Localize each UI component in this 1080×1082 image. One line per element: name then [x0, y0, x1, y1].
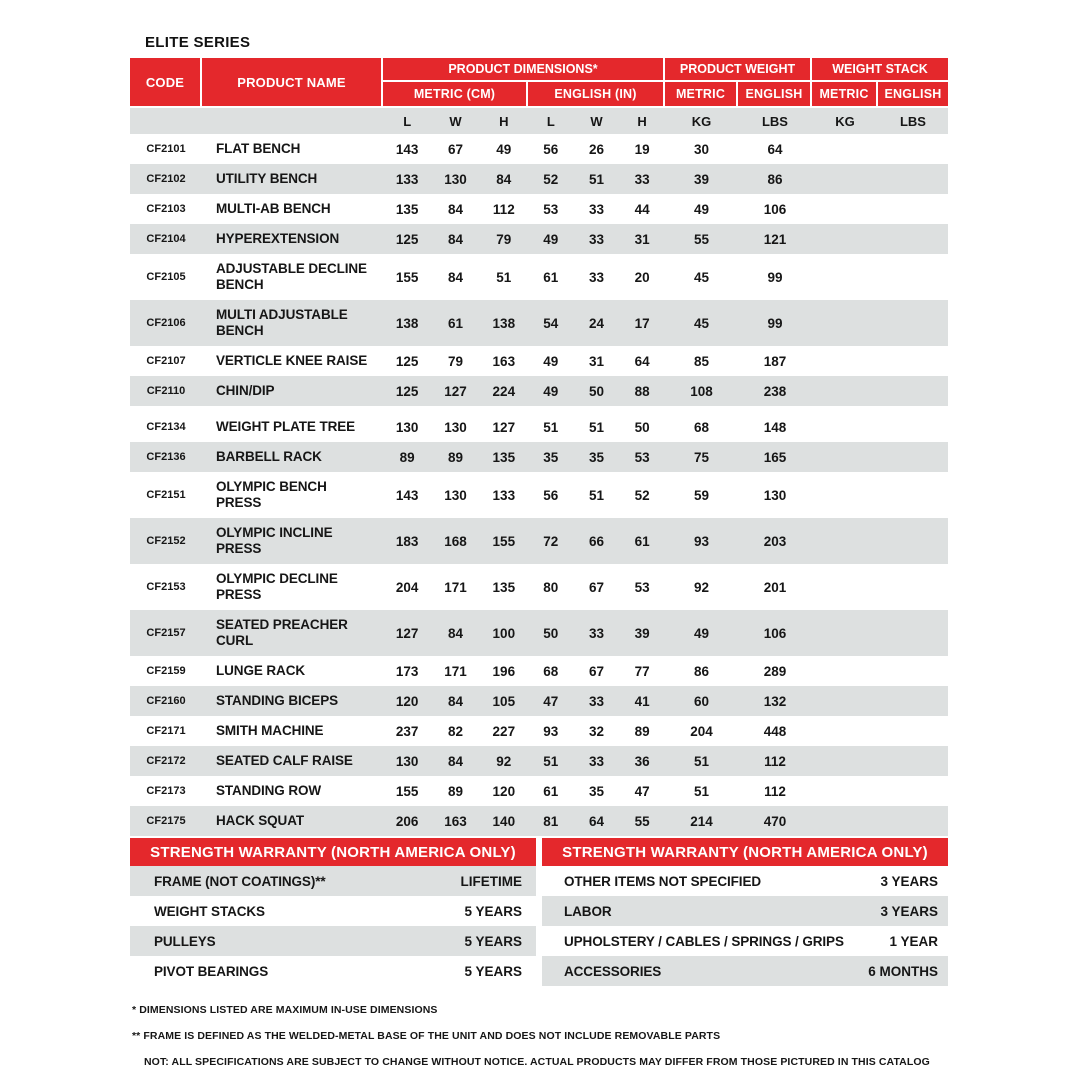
cell-value: 112 — [764, 783, 786, 799]
cell-value: 45 — [693, 269, 709, 285]
cell-value: 100 — [492, 625, 516, 641]
cell-value: 64 — [588, 813, 604, 829]
cell-value: 204 — [395, 579, 419, 595]
warranty-item-label: OTHER ITEMS NOT SPECIFIED — [564, 873, 762, 889]
cell-code: CF2110 — [146, 385, 186, 397]
cell-value: 155 — [395, 783, 419, 799]
cell-value: 33 — [588, 625, 604, 641]
cell-value: 81 — [543, 813, 559, 829]
warranty-item-label: LABOR — [564, 903, 612, 919]
cell-value: 171 — [444, 663, 467, 679]
cell-code: CF2171 — [146, 725, 186, 737]
warranty-item-value: 6 MONTHS — [868, 963, 938, 979]
cell-value: 61 — [543, 783, 559, 799]
cell-code: CF2103 — [146, 203, 186, 215]
cell-value: 143 — [395, 487, 419, 503]
cell-product-name: WEIGHT PLATE TREE — [216, 419, 356, 434]
cell-value: 88 — [634, 383, 650, 399]
cell-value: 52 — [543, 171, 559, 187]
table-row — [130, 518, 948, 564]
cell-code: CF2106 — [146, 317, 186, 329]
unit-label: KG — [835, 113, 855, 129]
cell-value: 238 — [763, 383, 787, 399]
col-header-english-in: ENGLISH (IN) — [528, 82, 663, 106]
cell-product-name: SMITH MACHINE — [216, 723, 324, 738]
cell-value: 51 — [588, 419, 604, 435]
cell-value: 30 — [693, 141, 709, 157]
unit-label: L — [403, 113, 412, 129]
warranty-item-value: LIFETIME — [460, 873, 522, 889]
cell-value: 49 — [543, 383, 559, 399]
cell-value: 72 — [543, 533, 559, 549]
cell-code: CF2153 — [146, 581, 186, 593]
cell-product-name: VERTICLE KNEE RAISE — [216, 353, 368, 368]
cell-value: 75 — [693, 449, 709, 465]
cell-value: 50 — [634, 419, 650, 435]
cell-value: 84 — [447, 231, 463, 247]
page-title: ELITE SERIES — [145, 34, 251, 51]
cell-value: 33 — [588, 269, 604, 285]
cell-product-name: ADJUSTABLE DECLINE BENCH — [216, 261, 367, 292]
cell-value: 132 — [763, 693, 787, 709]
cell-code: CF2102 — [146, 173, 186, 185]
cell-value: 163 — [444, 813, 467, 829]
col-header-product-name: PRODUCT NAME — [202, 58, 383, 106]
cell-value: 84 — [447, 269, 463, 285]
warranty-item-value: 1 YEAR — [889, 933, 938, 949]
cell-value: 93 — [543, 723, 559, 739]
cell-value: 112 — [764, 753, 786, 769]
cell-value: 41 — [634, 693, 650, 709]
cell-value: 49 — [543, 353, 559, 369]
cell-value: 45 — [693, 315, 709, 331]
cell-value: 51 — [496, 269, 512, 285]
cell-value: 49 — [543, 231, 559, 247]
cell-value: 24 — [588, 315, 604, 331]
cell-value: 138 — [395, 315, 419, 331]
warranty-item-label: PIVOT BEARINGS — [154, 963, 269, 979]
cell-code: CF2159 — [146, 665, 186, 677]
cell-code: CF2134 — [146, 421, 186, 433]
cell-value: 47 — [634, 783, 650, 799]
unit-label: H — [637, 113, 647, 129]
cell-product-name: FLAT BENCH — [216, 141, 301, 156]
cell-value: 49 — [693, 625, 709, 641]
cell-value: 143 — [395, 141, 419, 157]
col-group-product-weight — [665, 58, 812, 106]
cell-value: 61 — [634, 533, 650, 549]
cell-product-name: HACK SQUAT — [216, 813, 304, 828]
cell-code: CF2175 — [146, 815, 186, 827]
cell-value: 127 — [492, 419, 516, 435]
cell-value: 55 — [634, 813, 650, 829]
cell-value: 105 — [492, 693, 516, 709]
footnotes — [130, 1004, 948, 1068]
cell-value: 470 — [763, 813, 787, 829]
cell-value: 125 — [395, 383, 419, 399]
warranty-row — [130, 896, 536, 926]
table-row — [130, 134, 948, 164]
table-row — [130, 376, 948, 406]
table-row — [130, 300, 948, 346]
cell-value: 203 — [763, 533, 787, 549]
cell-value: 53 — [634, 579, 650, 595]
cell-code: CF2101 — [146, 143, 186, 155]
col-header-stack-metric: METRIC — [812, 82, 878, 106]
warranty-item-value: 3 YEARS — [880, 903, 938, 919]
cell-product-name: UTILITY BENCH — [216, 171, 318, 186]
warranty-row — [542, 866, 948, 896]
cell-value: 92 — [693, 579, 709, 595]
cell-value: 33 — [588, 693, 604, 709]
cell-value: 33 — [588, 201, 604, 217]
cell-value: 237 — [395, 723, 419, 739]
cell-value: 77 — [634, 663, 650, 679]
cell-value: 39 — [693, 171, 709, 187]
cell-value: 135 — [492, 579, 516, 595]
cell-value: 33 — [634, 171, 650, 187]
warranty-right-header: STRENGTH WARRANTY (NORTH AMERICA ONLY) — [542, 838, 948, 866]
warranty-item-value: 3 YEARS — [880, 873, 938, 889]
cell-value: 108 — [690, 383, 713, 399]
cell-value: 168 — [444, 533, 467, 549]
warranty-row — [130, 866, 536, 896]
cell-value: 47 — [543, 693, 559, 709]
cell-product-name: BARBELL RACK — [216, 449, 322, 464]
cell-value: 106 — [763, 201, 787, 217]
table-row — [130, 656, 948, 686]
cell-value: 51 — [543, 419, 559, 435]
cell-value: 67 — [588, 663, 604, 679]
col-header-weight-metric: METRIC — [665, 82, 738, 106]
cell-value: 51 — [693, 753, 709, 769]
cell-value: 206 — [395, 813, 419, 829]
table-row — [130, 224, 948, 254]
cell-value: 89 — [447, 783, 463, 799]
cell-value: 130 — [395, 419, 419, 435]
cell-value: 227 — [492, 723, 516, 739]
table-row — [130, 254, 948, 300]
cell-value: 183 — [395, 533, 419, 549]
warranty-item-label: FRAME (NOT COATINGS)** — [154, 873, 326, 889]
cell-value: 171 — [444, 579, 467, 595]
warranty-left-header: STRENGTH WARRANTY (NORTH AMERICA ONLY) — [130, 838, 536, 866]
warranty-item-value: 5 YEARS — [464, 963, 522, 979]
table-row — [130, 412, 948, 442]
cell-value: 224 — [492, 383, 516, 399]
cell-value: 138 — [492, 315, 516, 331]
warranty-left-panel — [130, 838, 536, 986]
cell-value: 130 — [763, 487, 787, 503]
cell-product-name: OLYMPIC BENCH PRESS — [216, 479, 327, 510]
cell-value: 36 — [634, 753, 650, 769]
cell-value: 54 — [543, 315, 559, 331]
cell-value: 35 — [543, 449, 559, 465]
warranty-item-value: 5 YEARS — [464, 903, 522, 919]
cell-value: 120 — [492, 783, 516, 799]
cell-product-name: STANDING ROW — [216, 783, 322, 798]
cell-value: 67 — [447, 141, 463, 157]
cell-value: 53 — [543, 201, 559, 217]
cell-product-name: SEATED PREACHER CURL — [216, 617, 348, 648]
col-header-weight-stack: WEIGHT STACK — [812, 58, 948, 82]
cell-value: 130 — [444, 419, 467, 435]
cell-value: 92 — [496, 753, 512, 769]
table-row — [130, 776, 948, 806]
cell-value: 20 — [634, 269, 650, 285]
warranty-item-label: WEIGHT STACKS — [154, 903, 265, 919]
cell-value: 39 — [634, 625, 650, 641]
table-row — [130, 564, 948, 610]
warranty-item-label: ACCESSORIES — [564, 963, 662, 979]
cell-value: 99 — [767, 269, 783, 285]
unit-label: LBS — [899, 113, 926, 129]
cell-value: 33 — [588, 753, 604, 769]
cell-value: 163 — [492, 353, 516, 369]
cell-value: 68 — [693, 419, 709, 435]
cell-value: 51 — [543, 753, 559, 769]
cell-value: 187 — [763, 353, 787, 369]
cell-value: 289 — [763, 663, 787, 679]
cell-value: 50 — [543, 625, 559, 641]
cell-value: 19 — [634, 141, 650, 157]
cell-value: 53 — [634, 449, 650, 465]
cell-code: CF2151 — [146, 489, 186, 501]
cell-value: 133 — [395, 171, 419, 187]
cell-value: 44 — [634, 201, 650, 217]
cell-value: 204 — [690, 723, 713, 739]
unit-label: L — [546, 113, 555, 129]
cell-value: 214 — [690, 813, 713, 829]
cell-product-name: OLYMPIC INCLINE PRESS — [216, 525, 333, 556]
cell-value: 133 — [492, 487, 516, 503]
units-row — [130, 108, 948, 134]
cell-code: CF2172 — [146, 755, 186, 767]
cell-value: 56 — [543, 141, 559, 157]
cell-value: 50 — [588, 383, 604, 399]
table-row — [130, 164, 948, 194]
table-row — [130, 610, 948, 656]
cell-code: CF2157 — [146, 627, 186, 639]
warranty-section — [130, 838, 948, 986]
cell-product-name: MULTI-AB BENCH — [216, 201, 331, 216]
cell-value: 49 — [693, 201, 709, 217]
table-row — [130, 442, 948, 472]
cell-value: 99 — [767, 315, 783, 331]
cell-value: 125 — [395, 353, 419, 369]
cell-value: 89 — [634, 723, 650, 739]
cell-value: 35 — [588, 783, 604, 799]
cell-code: CF2107 — [146, 355, 186, 367]
warranty-row — [542, 956, 948, 986]
cell-value: 31 — [634, 231, 650, 247]
col-header-product-weight: PRODUCT WEIGHT — [665, 58, 810, 82]
cell-value: 84 — [447, 625, 463, 641]
warranty-row — [130, 926, 536, 956]
cell-value: 112 — [492, 201, 515, 217]
cell-product-name: LUNGE RACK — [216, 663, 305, 678]
cell-value: 56 — [543, 487, 559, 503]
cell-value: 82 — [447, 723, 463, 739]
cell-value: 61 — [543, 269, 559, 285]
unit-label: LBS — [761, 113, 788, 129]
cell-value: 120 — [395, 693, 419, 709]
table-row — [130, 194, 948, 224]
footnote: ** FRAME IS DEFINED AS THE WELDED-METAL BASE OF THE UNIT AND DOES NOT INCLUDE REMOVABLE PARTS — [132, 1030, 721, 1042]
cell-code: CF2104 — [146, 233, 186, 245]
cell-product-name: OLYMPIC DECLINE PRESS — [216, 571, 338, 602]
cell-value: 155 — [395, 269, 419, 285]
footnote: NOT: ALL SPECIFICATIONS ARE SUBJECT TO CHANGE WITHOUT NOTICE. ACTUAL PRODUCTS MAY DIFFER FROM THOSE PICTURED IN THIS CATALOG — [144, 1056, 930, 1068]
cell-value: 86 — [767, 171, 783, 187]
col-header-code: CODE — [130, 58, 202, 106]
warranty-row — [542, 896, 948, 926]
cell-value: 84 — [447, 693, 463, 709]
cell-code: CF2136 — [146, 451, 186, 463]
table-header — [130, 58, 948, 106]
unit-label: H — [499, 113, 509, 129]
warranty-item-label: UPHOLSTERY / CABLES / SPRINGS / GRIPS — [564, 933, 844, 949]
cell-value: 17 — [634, 315, 650, 331]
col-header-stack-english: ENGLISH — [878, 82, 948, 106]
cell-value: 130 — [395, 753, 419, 769]
cell-value: 59 — [693, 487, 709, 503]
cell-value: 64 — [634, 353, 650, 369]
table-row — [130, 686, 948, 716]
col-group-product-dimensions — [383, 58, 665, 106]
cell-value: 86 — [693, 663, 709, 679]
cell-value: 51 — [588, 171, 604, 187]
cell-code: CF2152 — [146, 535, 186, 547]
cell-value: 79 — [496, 231, 512, 247]
cell-value: 26 — [588, 141, 604, 157]
cell-value: 61 — [447, 315, 463, 331]
cell-product-name: SEATED CALF RAISE — [216, 753, 353, 768]
cell-value: 106 — [763, 625, 787, 641]
table-body — [130, 134, 948, 836]
warranty-row — [542, 926, 948, 956]
cell-code: CF2173 — [146, 785, 186, 797]
warranty-right-panel — [542, 838, 948, 986]
cell-value: 51 — [693, 783, 709, 799]
table-row — [130, 346, 948, 376]
col-header-weight-english: ENGLISH — [738, 82, 810, 106]
cell-value: 127 — [395, 625, 419, 641]
cell-code: CF2105 — [146, 271, 186, 283]
cell-value: 55 — [693, 231, 709, 247]
warranty-row — [130, 956, 536, 986]
cell-value: 52 — [634, 487, 650, 503]
table-row — [130, 472, 948, 518]
cell-value: 448 — [763, 723, 787, 739]
warranty-item-value: 5 YEARS — [464, 933, 522, 949]
cell-value: 80 — [543, 579, 559, 595]
cell-value: 127 — [444, 383, 467, 399]
cell-value: 89 — [399, 449, 415, 465]
cell-value: 148 — [763, 419, 787, 435]
cell-value: 49 — [496, 141, 512, 157]
cell-value: 51 — [588, 487, 604, 503]
cell-value: 121 — [763, 231, 787, 247]
cell-value: 135 — [492, 449, 516, 465]
table-row — [130, 746, 948, 776]
cell-value: 31 — [588, 353, 604, 369]
cell-value: 155 — [492, 533, 516, 549]
cell-value: 85 — [693, 353, 709, 369]
cell-value: 201 — [763, 579, 787, 595]
footnote: * DIMENSIONS LISTED ARE MAXIMUM IN-USE DIMENSIONS — [132, 1004, 438, 1016]
cell-value: 84 — [447, 201, 463, 217]
col-header-product-dimensions: PRODUCT DIMENSIONS* — [383, 58, 663, 82]
cell-product-name: STANDING BICEPS — [216, 693, 339, 708]
cell-value: 33 — [588, 231, 604, 247]
cell-value: 32 — [588, 723, 604, 739]
cell-value: 173 — [395, 663, 419, 679]
unit-label: W — [449, 113, 462, 129]
table-row — [130, 716, 948, 746]
cell-value: 60 — [693, 693, 709, 709]
col-group-weight-stack — [812, 58, 948, 106]
cell-value: 93 — [693, 533, 709, 549]
unit-label: W — [590, 113, 603, 129]
cell-value: 66 — [588, 533, 604, 549]
cell-product-name: MULTI ADJUSTABLE BENCH — [216, 307, 348, 338]
cell-value: 165 — [763, 449, 787, 465]
catalog-page — [130, 34, 948, 1082]
cell-product-name: HYPEREXTENSION — [216, 231, 340, 246]
cell-value: 130 — [444, 171, 467, 187]
cell-value: 67 — [588, 579, 604, 595]
cell-value: 89 — [447, 449, 463, 465]
cell-product-name: CHIN/DIP — [216, 383, 275, 398]
cell-value: 140 — [492, 813, 516, 829]
cell-value: 64 — [767, 141, 783, 157]
cell-value: 84 — [447, 753, 463, 769]
cell-value: 79 — [447, 353, 463, 369]
unit-label: KG — [691, 113, 712, 129]
cell-value: 135 — [395, 201, 419, 217]
table-row — [130, 806, 948, 836]
spec-table — [130, 58, 948, 836]
cell-value: 68 — [543, 663, 559, 679]
cell-value: 84 — [496, 171, 512, 187]
cell-value: 125 — [395, 231, 419, 247]
cell-code: CF2160 — [146, 695, 186, 707]
cell-value: 130 — [444, 487, 467, 503]
warranty-item-label: PULLEYS — [154, 933, 216, 949]
col-header-metric-cm: METRIC (CM) — [383, 82, 528, 106]
cell-value: 196 — [492, 663, 516, 679]
cell-value: 35 — [588, 449, 604, 465]
